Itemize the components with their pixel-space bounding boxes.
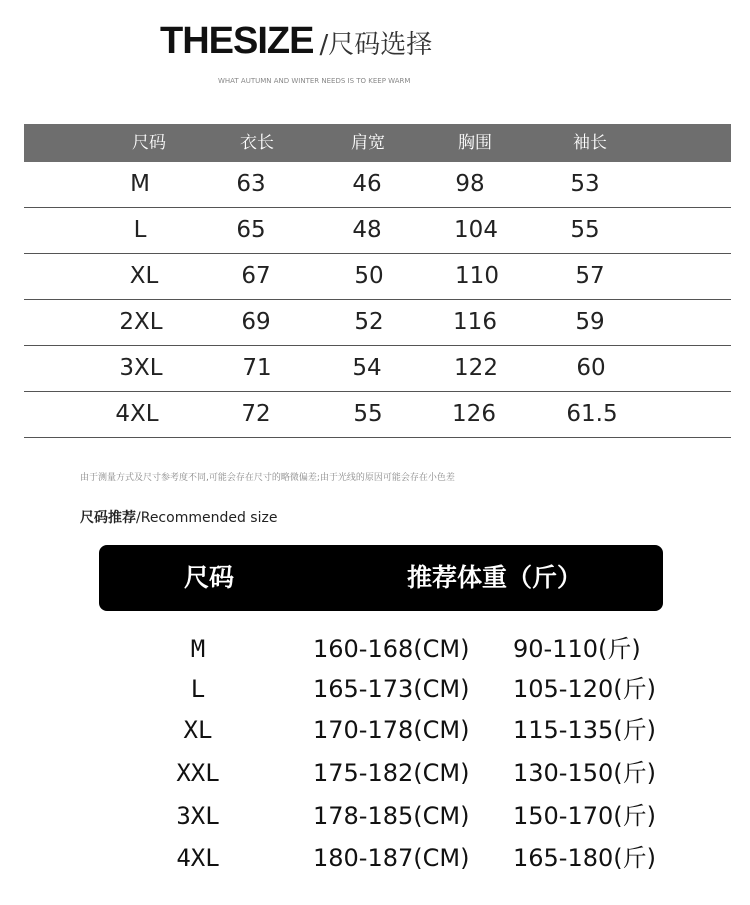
table-row — [24, 208, 731, 254]
cell-sleeve: 59 — [575, 309, 605, 335]
cell-chest: 98 — [455, 171, 485, 197]
page-title — [160, 22, 432, 60]
cell-size: M — [130, 171, 150, 197]
cell-size: 4XL — [115, 401, 159, 427]
rec-height: 178-185(CM) — [313, 802, 470, 830]
rec-height: 180-187(CM) — [313, 844, 470, 872]
title-sub: /尺码选择 — [319, 30, 433, 60]
recommend-title-cn: 尺码推荐 — [80, 510, 136, 526]
cell-length: 65 — [236, 217, 266, 243]
rec-weight: 115-135(斤) — [513, 716, 657, 744]
cell-shoulder: 50 — [354, 263, 384, 289]
cell-chest: 104 — [454, 217, 498, 243]
list-item — [0, 753, 750, 793]
col-header-chest: 胸围 — [458, 133, 492, 153]
recommend-header-size: 尺码 — [184, 563, 235, 592]
table-row — [24, 392, 731, 438]
table-row — [24, 346, 731, 392]
rec-size: 3XL — [176, 802, 220, 830]
tagline: WHAT AUTUMN AND WINTER NEEDS IS TO KEEP WARM — [218, 77, 411, 85]
list-item — [0, 669, 750, 709]
rec-size: M — [190, 635, 206, 663]
recommend-header-bar — [99, 545, 663, 611]
rec-height: 175-182(CM) — [313, 759, 470, 787]
col-header-size: 尺码 — [132, 133, 166, 153]
cell-size: 3XL — [119, 355, 163, 381]
rec-size: 4XL — [176, 844, 220, 872]
list-item — [0, 629, 750, 669]
cell-length: 71 — [242, 355, 272, 381]
cell-size: L — [133, 217, 147, 243]
measurement-note: 由于测量方式及尺寸参考度不同,可能会存在尺寸的略微偏差;由于光线的原因可能会存在小色差 — [80, 473, 455, 483]
list-item — [0, 710, 750, 750]
cell-length: 67 — [241, 263, 271, 289]
title-main: THESIZE — [160, 20, 314, 62]
list-item — [0, 796, 750, 836]
rec-size: L — [190, 675, 206, 703]
cell-chest: 116 — [453, 309, 497, 335]
col-header-shoulder: 肩宽 — [351, 133, 385, 153]
rec-height: 170-178(CM) — [313, 716, 470, 744]
cell-length: 69 — [241, 309, 271, 335]
cell-length: 72 — [241, 401, 271, 427]
recommend-title-en: /Recommended size — [136, 510, 278, 526]
size-table — [24, 124, 731, 438]
rec-weight: 130-150(斤) — [513, 759, 657, 787]
col-header-length: 衣长 — [240, 133, 274, 153]
cell-chest: 126 — [452, 401, 496, 427]
rec-weight: 150-170(斤) — [513, 802, 657, 830]
cell-chest: 122 — [454, 355, 498, 381]
table-row — [24, 300, 731, 346]
size-table-header — [24, 124, 731, 162]
cell-sleeve: 61.5 — [566, 401, 618, 427]
table-row — [24, 254, 731, 300]
cell-shoulder: 48 — [352, 217, 382, 243]
cell-shoulder: 55 — [353, 401, 383, 427]
rec-size: XL — [183, 716, 213, 744]
rec-weight: 90-110(斤) — [513, 635, 641, 663]
cell-sleeve: 57 — [575, 263, 605, 289]
rec-weight: 105-120(斤) — [513, 675, 657, 703]
recommend-title — [80, 507, 277, 527]
cell-shoulder: 54 — [352, 355, 382, 381]
cell-size: XL — [129, 263, 159, 289]
col-header-sleeve: 袖长 — [573, 133, 607, 153]
rec-size: XXL — [176, 759, 220, 787]
cell-size: 2XL — [119, 309, 163, 335]
cell-sleeve: 53 — [570, 171, 600, 197]
cell-sleeve: 55 — [570, 217, 600, 243]
recommend-header-weight: 推荐体重（斤） — [407, 563, 583, 592]
rec-height: 165-173(CM) — [313, 675, 470, 703]
rec-height: 160-168(CM) — [313, 635, 470, 663]
cell-shoulder: 52 — [354, 309, 384, 335]
cell-shoulder: 46 — [352, 171, 382, 197]
cell-chest: 110 — [455, 263, 499, 289]
table-row — [24, 162, 731, 208]
cell-length: 63 — [236, 171, 266, 197]
cell-sleeve: 60 — [576, 355, 606, 381]
rec-weight: 165-180(斤) — [513, 844, 657, 872]
list-item — [0, 838, 750, 878]
